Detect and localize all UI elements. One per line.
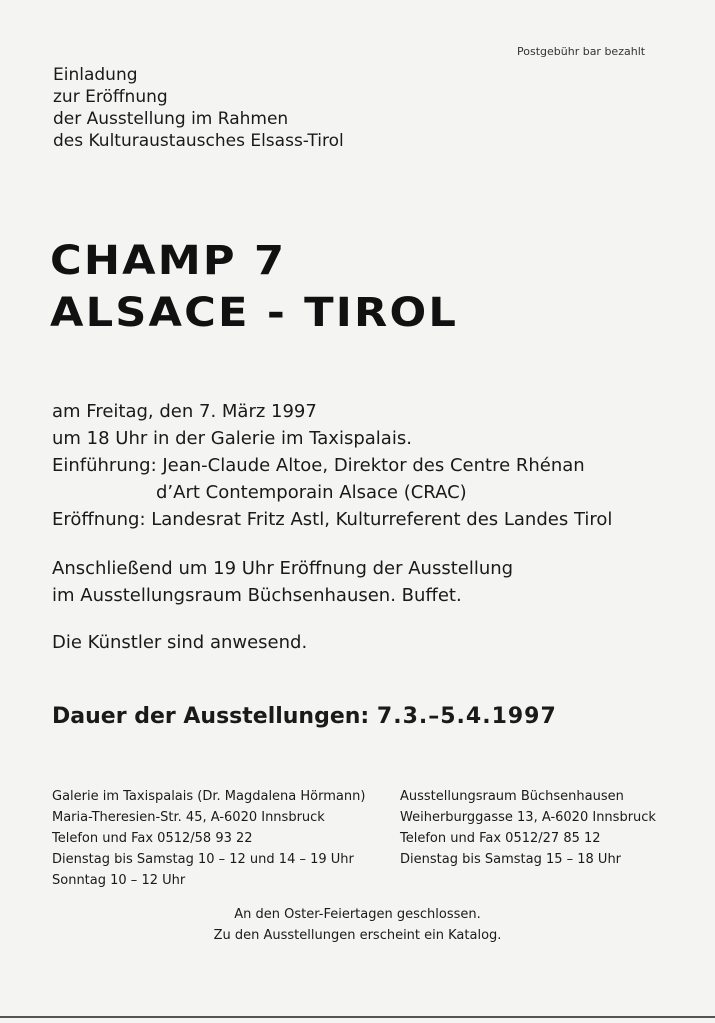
opening-line: Eröffnung: Landesrat Fritz Astl, Kulturreferent des Landes Tirol: [52, 509, 613, 530]
afterwards-line-2: im Ausstellungsraum Büchsenhausen. Buffet.: [52, 585, 462, 606]
exhibition-duration: [52, 704, 557, 729]
event-time-place: um 18 Uhr in der Galerie im Taxispalais.: [52, 428, 412, 449]
venue-line: Sonntag 10 – 12 Uhr: [52, 873, 186, 888]
venue-line: Maria-Theresien-Str. 45, A-6020 Innsbruck: [52, 810, 325, 825]
invitation-line: Einladung: [53, 65, 138, 85]
catalog-note: Zu den Ausstellungen erscheint ein Katalog.: [213, 928, 502, 943]
artists-present-note: Die Künstler sind anwesend.: [52, 632, 308, 653]
title-line-2: ALSACE - TIROL: [50, 290, 459, 336]
invitation-line: zur Eröffnung: [53, 87, 168, 107]
venue-taxispalais: [52, 786, 365, 891]
invitation-line: der Ausstellung im Rahmen: [53, 109, 289, 129]
postage-note: Postgebühr bar bezahlt: [517, 45, 646, 58]
venue-line: Ausstellungsraum Büchsenhausen: [400, 789, 624, 804]
exhibition-title: [50, 235, 458, 339]
venue-line: Dienstag bis Samstag 15 – 18 Uhr: [400, 852, 622, 867]
introduction-continuation: d’Art Contemporain Alsace (CRAC): [156, 482, 467, 503]
venue-line: Galerie im Taxispalais (Dr. Magdalena Hörmann): [52, 789, 366, 804]
invitation-intro: [53, 64, 344, 152]
duration-dates: 7.3.–5.4.1997: [376, 704, 557, 729]
venue-line: Weiherburggasse 13, A-6020 Innsbruck: [400, 810, 656, 825]
afterwards-line-1: Anschließend um 19 Uhr Eröffnung der Ausstellung: [52, 558, 514, 579]
venue-line: Telefon und Fax 0512/58 93 22: [52, 831, 253, 846]
venue-line: Dienstag bis Samstag 10 – 12 und 14 – 19 Uhr: [52, 852, 354, 867]
event-details: [52, 398, 612, 533]
closing-notes: [0, 904, 715, 946]
page-bottom-edge: [0, 1016, 715, 1018]
title-line-1: CHAMP 7: [50, 238, 287, 284]
afterwards-info: [52, 555, 513, 609]
easter-closure-note: An den Oster-Feiertagen geschlossen.: [234, 907, 481, 922]
venue-buechsenhausen: [400, 786, 656, 870]
introduction-line: Einführung: Jean-Claude Altoe, Direktor des Centre Rhénan: [52, 455, 585, 476]
duration-label: Dauer der Ausstellungen:: [52, 704, 370, 729]
invitation-line: des Kulturaustausches Elsass-Tirol: [53, 131, 344, 151]
venue-line: Telefon und Fax 0512/27 85 12: [400, 831, 601, 846]
event-date: am Freitag, den 7. März 1997: [52, 401, 317, 422]
